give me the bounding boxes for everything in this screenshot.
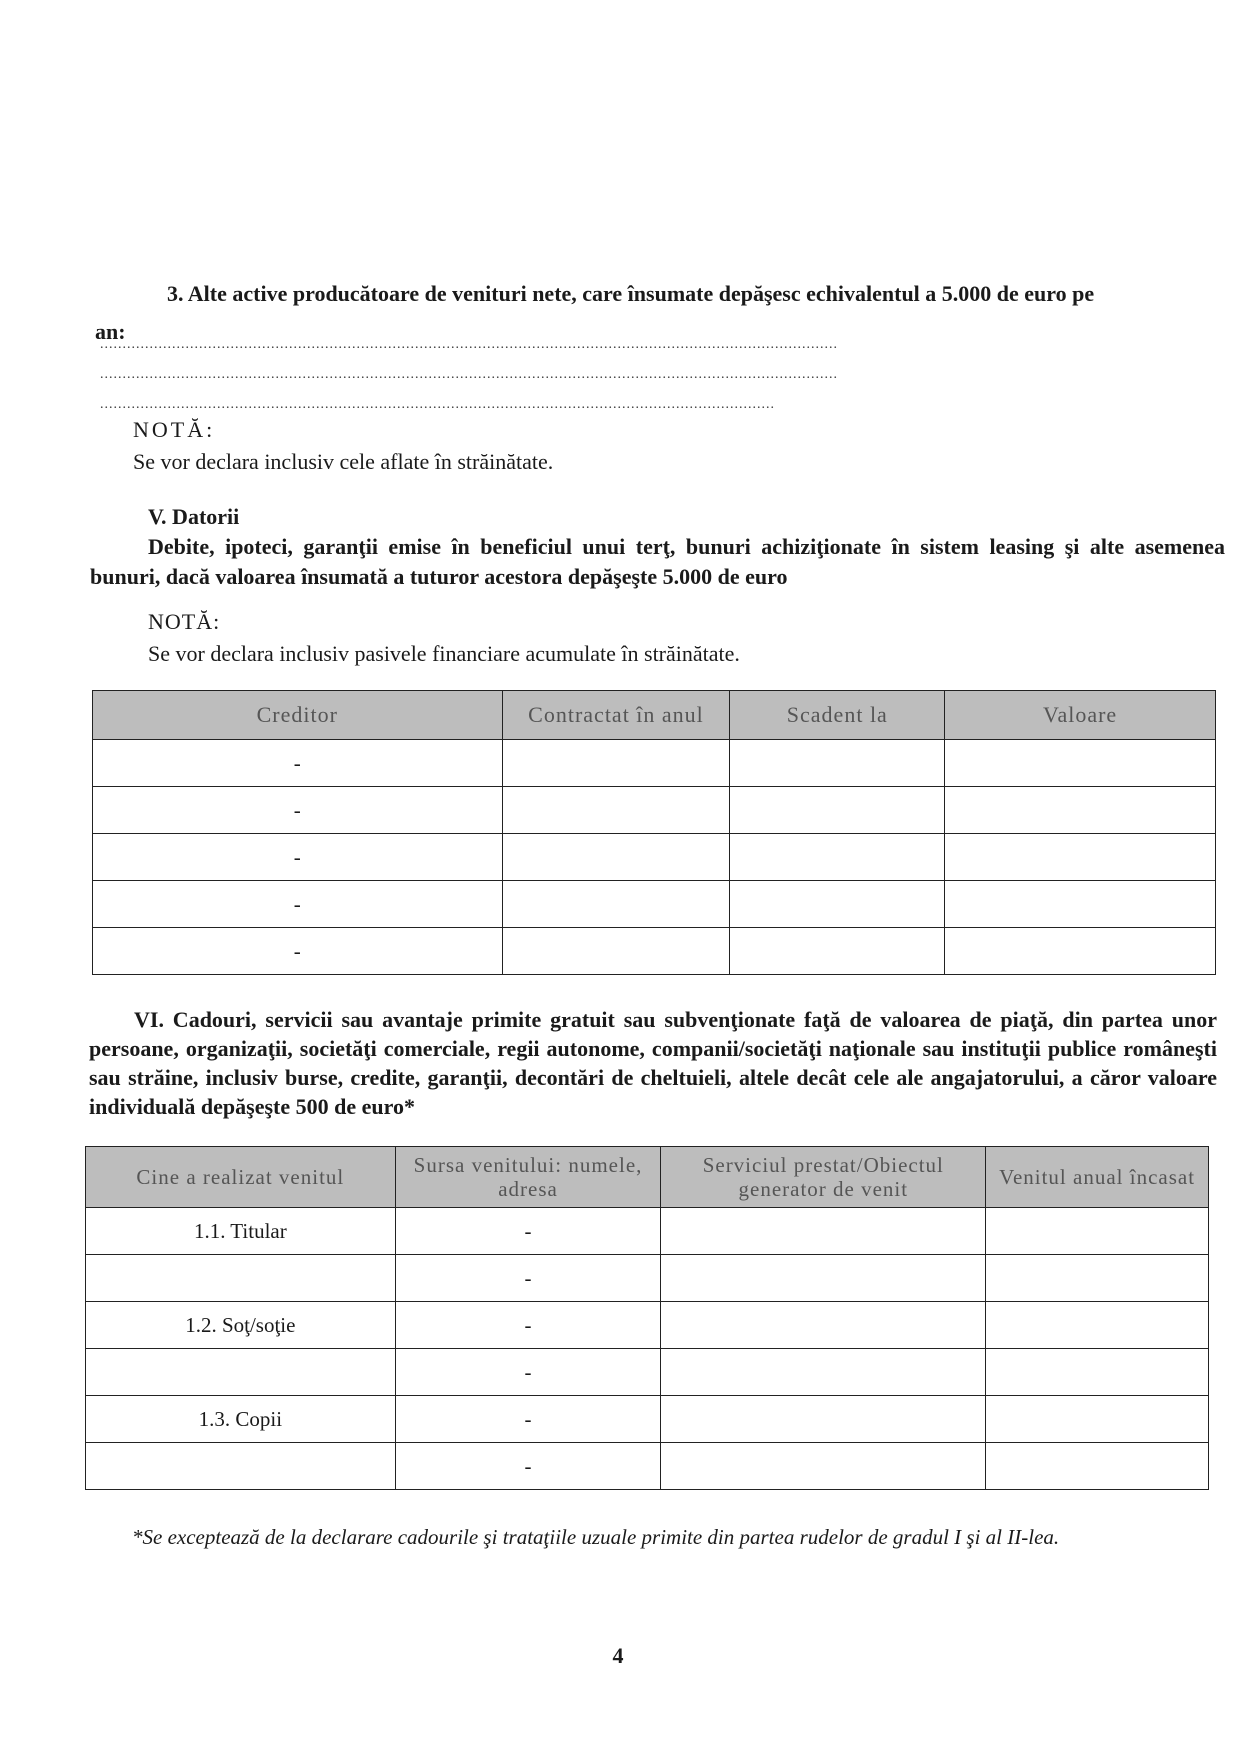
table-cell <box>986 1396 1209 1443</box>
section-3-text: 3. Alte active producătoare de venituri nete, care însumate depăşesc echivalentul a 5.000 de euro pe <box>167 281 1095 306</box>
table-cell <box>730 881 945 928</box>
table-cell <box>986 1443 1209 1490</box>
nota-1-title: NOTĂ: <box>133 417 216 442</box>
nota-2-text: Se vor declara inclusiv pasivele financiare acumulate în străinătate. <box>148 641 740 666</box>
table-cell <box>661 1396 986 1443</box>
table-cell <box>986 1208 1209 1255</box>
table-cell <box>945 881 1216 928</box>
footnote: *Se exceptează de la declarare cadourile şi trataţiile uzuale primite din partea rudelor de gradul I şi al II-lea. <box>132 1525 1060 1549</box>
dotted-line-2: .................................................................................................................................................................... <box>100 367 838 382</box>
table-cell: - <box>395 1396 661 1443</box>
header-contractat: Contractat în anul <box>502 691 730 740</box>
table-cell <box>945 928 1216 975</box>
table-cell <box>86 1443 396 1490</box>
table-row <box>93 928 1216 975</box>
section-3-continuation: an: <box>95 319 126 344</box>
debts-table-header <box>93 691 1216 740</box>
table-cell: - <box>93 787 503 834</box>
section-5-text: Debite, ipoteci, garanţii emise în beneficiul unui terţ, bunuri achiziţionate în sistem leasing şi alte asemenea bunuri, dacă valoarea însumată a tuturor acestora depăşeşte 5.000 de euro <box>90 534 1225 589</box>
table-cell: 1.1. Titular <box>86 1208 396 1255</box>
table-cell: - <box>93 740 503 787</box>
table-cell <box>730 740 945 787</box>
header-serviciul: Serviciul prestat/Obiectul generator de venit <box>661 1147 986 1208</box>
header-scadent: Scadent la <box>730 691 945 740</box>
table-cell <box>986 1302 1209 1349</box>
table-row <box>86 1349 1209 1396</box>
gifts-table <box>85 1146 1209 1490</box>
table-cell <box>661 1208 986 1255</box>
nota-2-title: NOTĂ: <box>148 609 221 634</box>
table-cell <box>986 1349 1209 1396</box>
table-row <box>93 740 1216 787</box>
table-cell <box>730 787 945 834</box>
section-5-title: V. Datorii <box>148 504 240 529</box>
table-cell: - <box>395 1255 661 1302</box>
dotted-line-1: .................................................................................................................................................................... <box>100 337 838 352</box>
table-cell <box>945 834 1216 881</box>
table-row <box>93 834 1216 881</box>
table-cell <box>986 1255 1209 1302</box>
page-number: 4 <box>612 1643 624 1668</box>
table-cell: - <box>93 881 503 928</box>
dotted-line-3: ...................................................................................................................................................... <box>100 397 775 412</box>
section-5 <box>90 502 1225 592</box>
table-cell <box>945 787 1216 834</box>
table-cell <box>661 1302 986 1349</box>
header-creditor: Creditor <box>93 691 503 740</box>
table-cell <box>661 1443 986 1490</box>
table-cell <box>502 834 730 881</box>
table-cell <box>730 928 945 975</box>
table-cell: - <box>395 1208 661 1255</box>
table-cell <box>502 928 730 975</box>
table-row <box>93 881 1216 928</box>
table-cell <box>86 1349 396 1396</box>
nota-1 <box>133 414 553 478</box>
table-cell <box>945 740 1216 787</box>
table-cell: - <box>395 1443 661 1490</box>
table-row <box>86 1208 1209 1255</box>
table-row <box>86 1302 1209 1349</box>
table-cell: 1.3. Copii <box>86 1396 396 1443</box>
header-sursa: Sursa venitului: numele, adresa <box>395 1147 661 1208</box>
table-cell <box>661 1255 986 1302</box>
table-cell: 1.2. Soţ/soţie <box>86 1302 396 1349</box>
table-cell <box>502 787 730 834</box>
table-cell: - <box>93 928 503 975</box>
gifts-table-header <box>86 1147 1209 1208</box>
section-6 <box>89 1005 1217 1121</box>
header-valoare: Valoare <box>945 691 1216 740</box>
table-cell <box>730 834 945 881</box>
table-cell: - <box>395 1302 661 1349</box>
table-row <box>86 1255 1209 1302</box>
nota-2 <box>148 606 740 670</box>
table-cell <box>502 881 730 928</box>
table-row <box>93 787 1216 834</box>
table-cell: - <box>93 834 503 881</box>
table-cell <box>86 1255 396 1302</box>
table-cell <box>661 1349 986 1396</box>
header-venitul: Venitul anual încasat <box>986 1147 1209 1208</box>
table-cell: - <box>395 1349 661 1396</box>
table-cell <box>502 740 730 787</box>
table-row <box>86 1396 1209 1443</box>
header-cine: Cine a realizat venitul <box>86 1147 396 1208</box>
section-6-text: VI. Cadouri, servicii sau avantaje primite gratuit sau subvenţionate faţă de valoarea de piaţă, din partea unor persoane, organizaţii, societăţi comerciale, regii autonome, companii/societăţi naţionale sau instituţii publice româneşti sau străine, inclusiv burse, credite, garanţii, decontări de cheltuieli, altele decât cele ale angajatorului, a căror valoare individuală depăşeşte 500 de euro* <box>89 1007 1217 1119</box>
table-row <box>86 1443 1209 1490</box>
nota-1-text: Se vor declara inclusiv cele aflate în străinătate. <box>133 449 554 474</box>
debts-table <box>92 690 1216 975</box>
